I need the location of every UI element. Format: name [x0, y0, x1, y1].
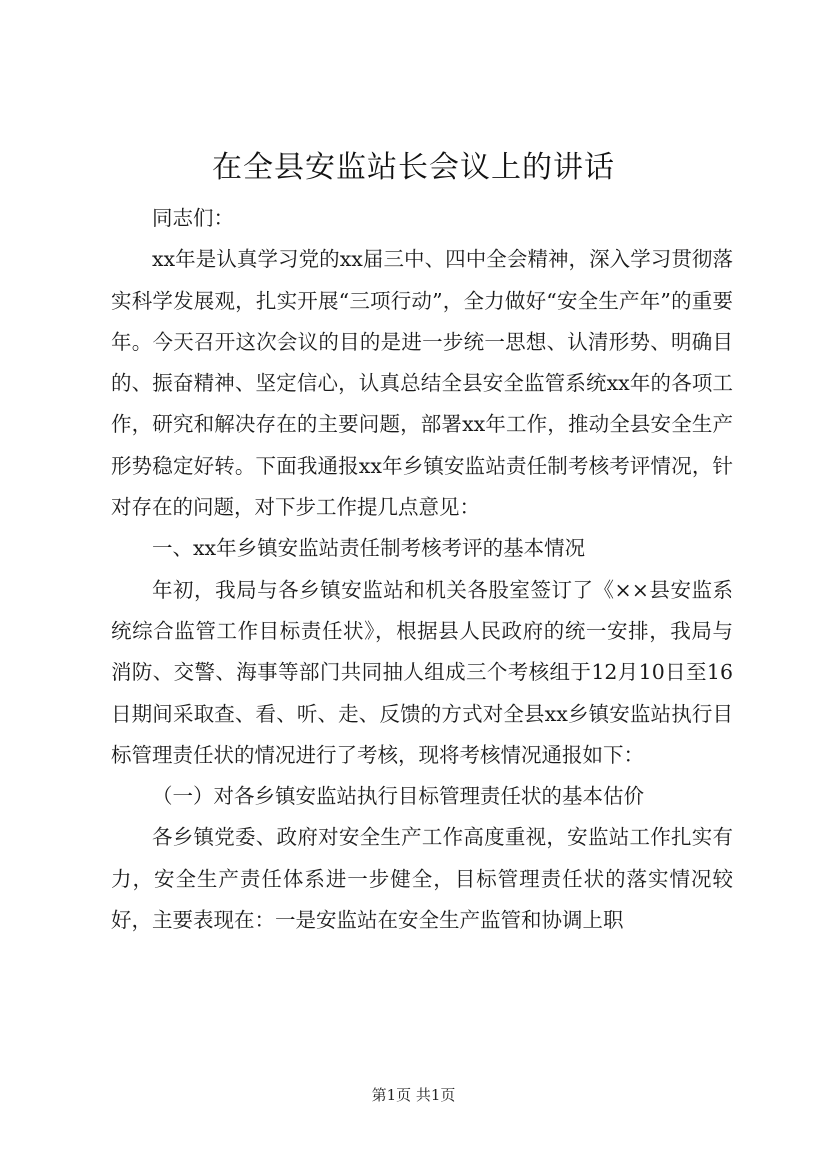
salutation-paragraph: 同志们： — [152, 206, 234, 230]
intro-paragraph: xx年是认真学习党的xx届三中、四中全会精神，深入学习贯彻落实科学发展观，扎实开展“三项行动”，全力做好“安全生产年”的重要年。今天召开这次会议的目的是进一步统一思想、认清形势、明确目的、振奋精神、坚定信心，认真总结全县安全监管系统xx年的各项工作，研究和解决存在的主要问题，部署xx年工作，推动全县安全生产形势稳定好转。下面我通报xx年乡镇安监站责任制考核考评情况，针对存在的问题，对下步工作提几点意见： — [111, 247, 733, 520]
body-paragraph: 年初，我局与各乡镇安监站和机关各股室签订了《××县安监系统综合监管工作目标责任状》，根据县人民政府的统一安排，我局与消防、交警、海事等部门共同抽人组成三个考核组于12月10日至16日期间采取查、看、听、走、反馈的方式对全县xx乡镇安监站执行目标管理责任状的情况进行了考核，现将考核情况通报如下： — [111, 577, 733, 767]
subsection-heading-1: （一）对各乡镇安监站执行目标管理责任状的基本估价 — [152, 784, 644, 809]
document-title: 在全县安监站长会议上的讲话 — [212, 150, 615, 185]
page-footer: 第1页 共1页 — [371, 1086, 456, 1104]
section-heading-1: 一、xx年乡镇安监站责任制考核考评的基本情况 — [152, 536, 586, 561]
body-paragraph: 各乡镇党委、政府对安全生产工作高度重视，安监站工作扎实有力，安全生产责任体系进一步健全，目标管理责任状的落实情况较好，主要表现在：一是安监站在安全生产监管和协调上职 — [111, 825, 733, 933]
document-body — [111, 198, 733, 941]
